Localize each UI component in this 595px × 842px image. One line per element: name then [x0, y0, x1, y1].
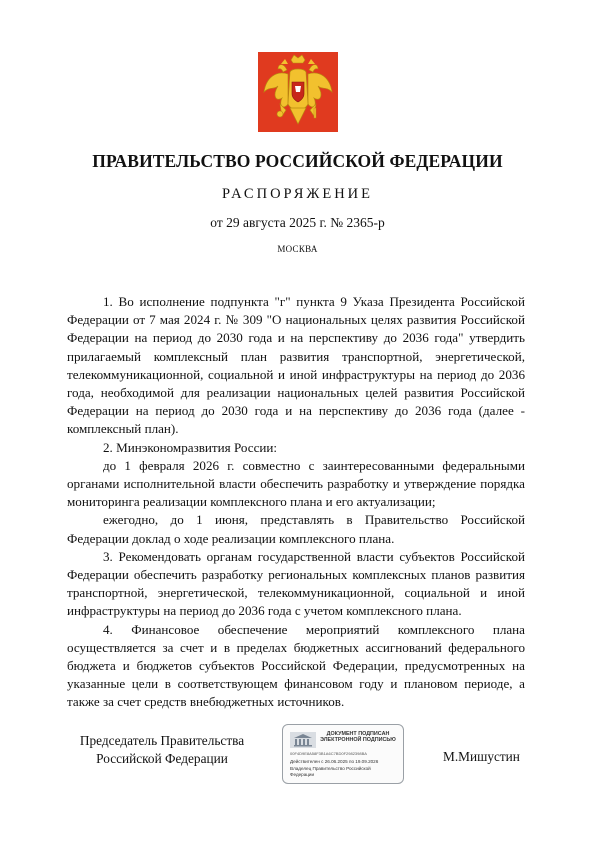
document-date-number: от 29 августа 2025 г. № 2365-р — [210, 215, 385, 230]
stamp-owner: Владелец Правительство Российской Федерации — [290, 766, 371, 777]
government-title: ПРАВИТЕЛЬСТВО РОССИЙСКОЙ ФЕДЕРАЦИИ — [92, 151, 503, 171]
document-type: РАСПОРЯЖЕНИЕ — [221, 186, 374, 202]
paragraph-2: 2. Минэкономразвития России: — [103, 439, 278, 455]
stamp-title-line-2: ЭЛЕКТРОННОЙ ПОДПИСЬЮ — [320, 737, 396, 744]
signer-position — [67, 732, 257, 768]
stamp-validity: Действителен с 26.06.2025 по 19.09.2026 — [290, 759, 379, 764]
stamp-serial: 00F4D9E8A58F3B1A6C7BD0F2982398BA — [290, 751, 367, 756]
russian-coat-of-arms-icon — [258, 52, 338, 132]
signer-name: М.Мишустин — [443, 749, 520, 764]
signer-position-line-2: Российской Федерации — [96, 751, 228, 766]
coat-of-arms-emblem — [258, 52, 338, 132]
document-city: МОСКВА — [277, 244, 318, 254]
paragraph-2-item-1: до 1 февраля 2026 г. совместно с заинтересованными федеральными органами исполнительной власти обеспечить разработку и утверждение порядка мониторинга реализации комплексного плана и его актуализации; — [67, 457, 525, 510]
electronic-signature-stamp — [282, 724, 404, 784]
paragraph-3: 3. Рекомендовать органам государственной власти субъектов Российской Федерации обеспечить разработку региональных комплексных планов развития транспортной, энергетической, телекоммуникационной, социальной и иной инфраструктуры на период до 2036 года с учетом комплексного плана. — [67, 548, 525, 619]
stamp-title-line-1: ДОКУМЕНТ ПОДПИСАН — [326, 731, 390, 737]
paragraph-1: 1. Во исполнение подпункта "г" пункта 9 Указа Президента Российской Федерации от 7 мая 2024 г. № 309 "О национальных целях развития Российской Федерации на период до 2030 года и на перспективу до 2036 года" утвердить прилагаемый комплексный план развития транспортной, энергетической, телекоммуникационной, социальной и иной инфраструктуры на период до 2036 года, необходимой для реализации национальных целей развития Российской Федерации на период до 2030 года и на перспективу до 2036 года (далее - комплексный план). — [67, 294, 525, 437]
document-body — [67, 293, 525, 712]
building-icon — [290, 732, 316, 748]
paragraph-4: 4. Финансовое обеспечение мероприятий комплексного плана осуществляется за счет и в пределах бюджетных ассигнований федерального бюджета и бюджетов субъектов Российской Федерации, предусмотренных на указанные цели в соответствующем финансовом году и плановом периоде, а также за счет средств внебюджетных источников. — [67, 621, 525, 710]
signer-position-line-1: Председатель Правительства — [79, 733, 245, 748]
stamp-title — [317, 731, 399, 744]
paragraph-2-item-2: ежегодно, до 1 июня, представлять в Правительство Российской Федерации доклад о ходе реализации комплексного плана. — [67, 512, 525, 546]
